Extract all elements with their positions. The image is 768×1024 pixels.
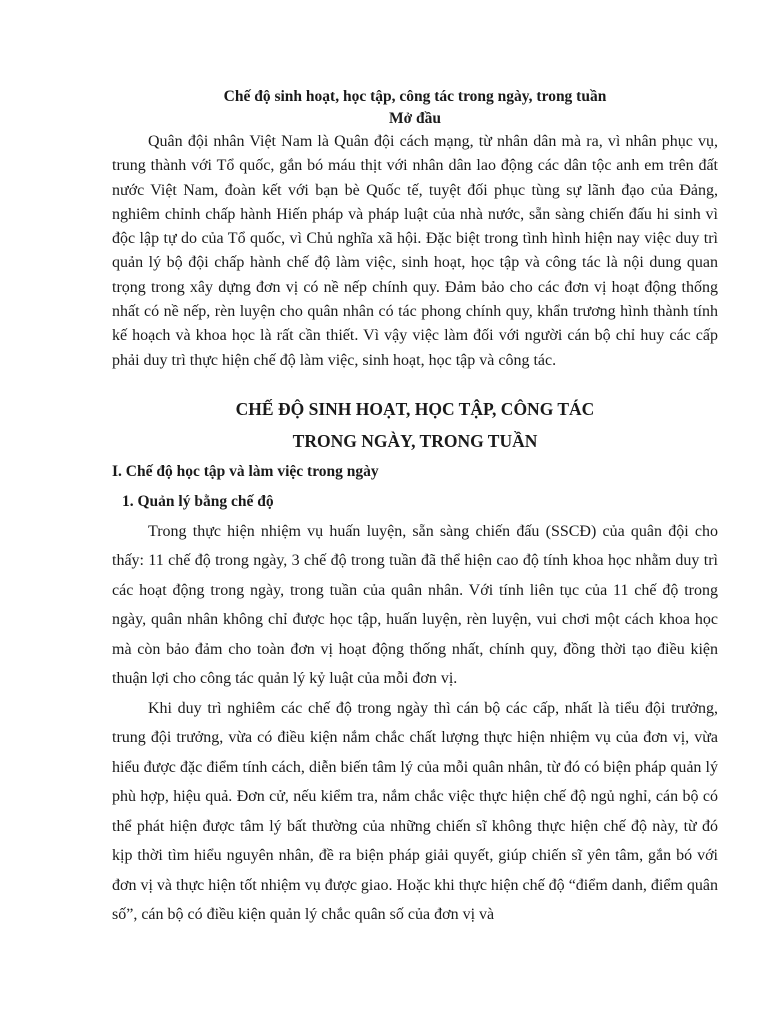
heading-part-1: I. Chế độ học tập và làm việc trong ngày: [112, 462, 379, 480]
section-spacer: [112, 373, 718, 393]
section-title-line-2: TRONG NGÀY, TRONG TUẦN: [292, 430, 538, 451]
intro-paragraph: Quân đội nhân Việt Nam là Quân đội cách mạng, từ nhân dân mà ra, vì nhân phục vụ, trung thành với Tổ quốc, gắn bó máu thịt với nhân dân lao động các dân tộc anh em trên đất nước Việt Nam, đoàn kết với bạn bè Quốc tế, tuyệt đối phục tùng sự lãnh đạo của Đảng, nghiêm chỉnh chấp hành Hiến pháp và pháp luật của nhà nước, sẵn sàng chiến đấu hi sinh vì độc lập tự do của Tổ quốc, vì Chủ nghĩa xã hội. Đặc biệt trong tình hình hiện nay việc duy trì quản lý bộ đội chấp hành chế độ làm việc, sinh hoạt, học tập và công tác là nội dung quan trọng trong xây dựng đơn vị có nề nếp chính quy. Đảm bảo cho các đơn vị hoạt động thống nhất có nề nếp, rèn luyện cho quân nhân có tác phong chính quy, khẩn trương hình thành tính kế hoạch và khoa học là rất cần thiết. Vì vậy việc làm đối với người cán bộ chỉ huy các cấp phải duy trì thực hiện chế độ làm việc, sinh hoạt, học tập và công tác.: [112, 133, 718, 369]
intro-heading: Mở đầu: [388, 110, 442, 127]
heading-item-1: 1. Quản lý bằng chế độ: [122, 492, 274, 510]
document-body: [112, 86, 718, 930]
body-paragraph-2: Khi duy trì nghiêm các chế độ trong ngày thì cán bộ các cấp, nhất là tiểu đội trưởng, trung đội trưởng, vừa có điều kiện nắm chắc chất lượng thực hiện nhiệm vụ của đơn vị, vừa hiểu được đặc điểm tính cách, diễn biến tâm lý của mỗi quân nhân, từ đó có biện pháp quản lý phù hợp, hiệu quả. Đơn cử, nếu kiểm tra, nắm chắc việc thực hiện chế độ ngủ nghỉ, cán bộ có thể phát hiện được tâm lý bất thường của những chiến sĩ không thực hiện chế độ này, từ đó kịp thời tìm hiểu nguyên nhân, đề ra biện pháp giải quyết, giúp chiến sĩ yên tâm, gắn bó với đơn vị và thực hiện tốt nhiệm vụ được giao. Hoặc khi thực hiện chế độ “điểm danh, điểm quân số”, cán bộ có điều kiện quản lý chắc quân số của đơn vị và: [112, 699, 718, 924]
section-title-line-1: CHẾ ĐỘ SINH HOẠT, HỌC TẬP, CÔNG TÁC: [235, 398, 595, 419]
document-title: Chế độ sinh hoạt, học tập, công tác trong ngày, trong tuần: [223, 88, 607, 105]
body-paragraph-1: Trong thực hiện nhiệm vụ huấn luyện, sẵn sàng chiến đấu (SSCĐ) của quân đội cho thấy: 11 chế độ trong ngày, 3 chế độ trong tuần đã thể hiện cao độ tính khoa học nhằm duy trì các hoạt động trong ngày, trong tuần của quân nhân. Với tính liên tục của 11 chế độ trong ngày, quân nhân không chỉ được học tập, huấn luyện, rèn luyện, vui chơi một cách khoa học mà còn bảo đảm cho toàn đơn vị hoạt động thống nhất, chính quy, đồng thời tạo điều kiện thuận lợi cho công tác quản lý kỷ luật của mỗi đơn vị.: [112, 522, 718, 688]
